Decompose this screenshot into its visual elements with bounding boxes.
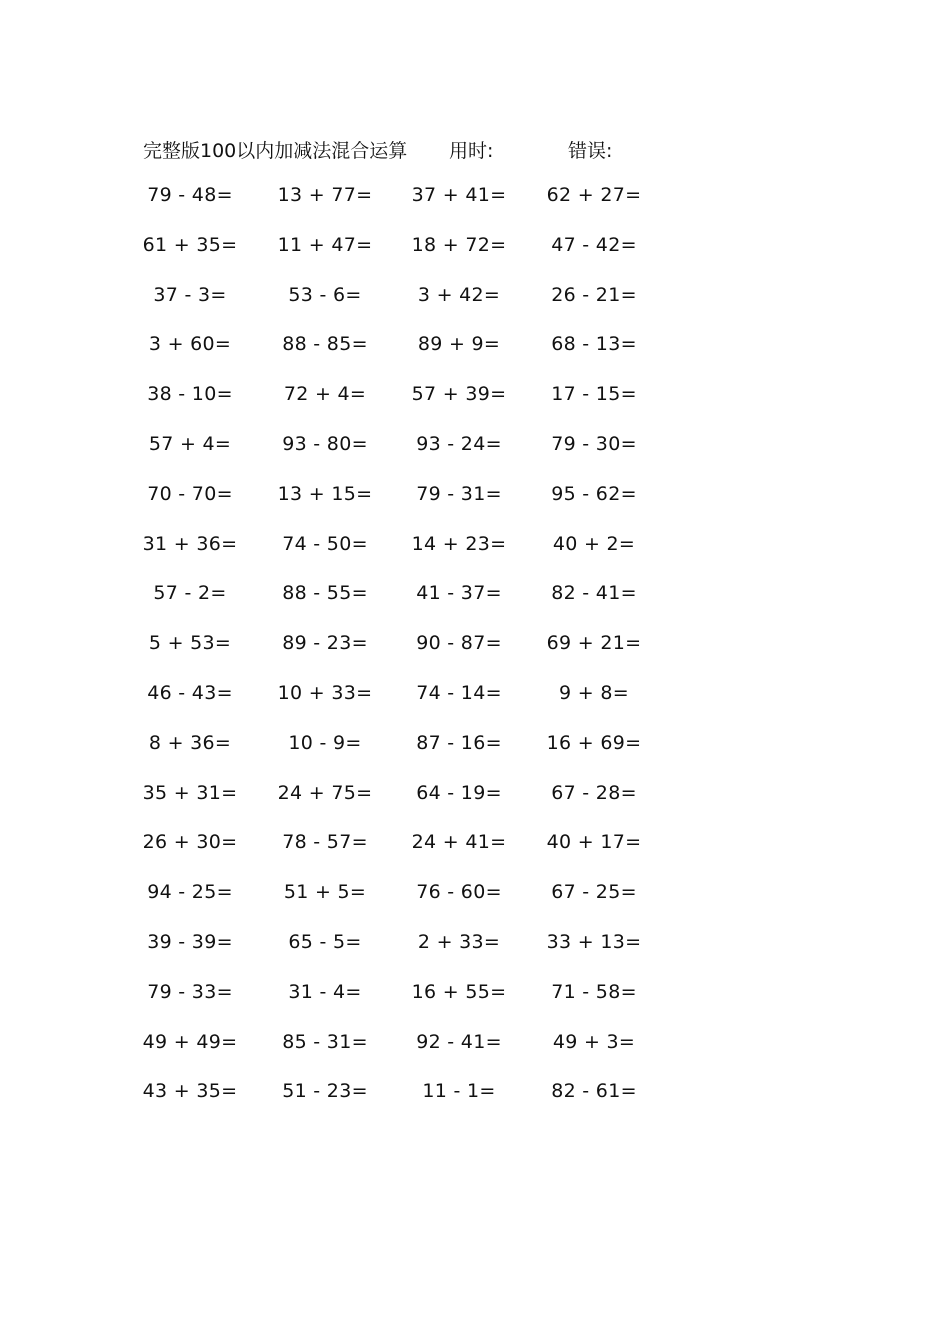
math-problem: 33 + 13= bbox=[546, 930, 642, 953]
math-problem: 3 + 60= bbox=[148, 333, 232, 356]
problem-row bbox=[0, 529, 950, 579]
problem-row bbox=[0, 1076, 950, 1126]
math-problem: 82 - 61= bbox=[551, 1080, 637, 1103]
math-problem: 93 - 80= bbox=[282, 432, 368, 455]
time-used-label: 用时: bbox=[449, 140, 494, 162]
math-problem: 16 + 69= bbox=[546, 731, 642, 754]
math-problem: 49 + 49= bbox=[142, 1030, 238, 1053]
problem-row bbox=[0, 180, 950, 230]
math-problem: 61 + 35= bbox=[142, 233, 238, 256]
math-problem: 62 + 27= bbox=[546, 184, 642, 206]
math-problem: 31 - 4= bbox=[288, 980, 362, 1003]
math-problem: 76 - 60= bbox=[416, 881, 502, 904]
math-problem: 26 - 21= bbox=[551, 283, 637, 306]
math-problem: 69 + 21= bbox=[546, 632, 642, 655]
math-problem: 51 + 5= bbox=[283, 881, 367, 904]
math-problem: 9 + 8= bbox=[559, 681, 629, 704]
math-problem: 8 + 36= bbox=[148, 731, 232, 754]
math-problem: 13 + 77= bbox=[277, 184, 373, 206]
problem-row bbox=[0, 728, 950, 778]
math-problem: 31 + 36= bbox=[142, 532, 238, 555]
math-problem: 82 - 41= bbox=[551, 582, 637, 605]
math-problem: 5 + 53= bbox=[148, 632, 232, 655]
math-problem: 65 - 5= bbox=[288, 930, 362, 953]
math-problem: 67 - 25= bbox=[551, 881, 637, 904]
worksheet-title: 完整版100以内加减法混合运算 bbox=[143, 140, 408, 162]
math-problem: 51 - 23= bbox=[282, 1080, 368, 1103]
math-problem: 89 + 9= bbox=[417, 333, 501, 356]
math-problem: 79 - 31= bbox=[416, 482, 502, 505]
problem-row bbox=[0, 1027, 950, 1077]
math-problem: 87 - 16= bbox=[416, 731, 502, 754]
problem-row bbox=[0, 329, 950, 379]
math-problem: 70 - 70= bbox=[147, 482, 233, 505]
math-problem: 26 + 30= bbox=[142, 831, 238, 854]
math-problem: 68 - 13= bbox=[551, 333, 637, 356]
math-problem: 18 + 72= bbox=[411, 233, 507, 256]
problem-grid bbox=[0, 180, 950, 1126]
problem-row bbox=[0, 479, 950, 529]
math-problem: 79 - 33= bbox=[147, 980, 233, 1003]
math-problem: 24 + 75= bbox=[277, 781, 373, 804]
problem-row bbox=[0, 230, 950, 280]
math-problem: 39 - 39= bbox=[147, 930, 233, 953]
math-problem: 57 + 4= bbox=[148, 432, 232, 455]
math-problem: 85 - 31= bbox=[282, 1030, 368, 1053]
problem-row bbox=[0, 379, 950, 429]
math-problem: 88 - 55= bbox=[282, 582, 368, 605]
math-problem: 40 + 17= bbox=[546, 831, 642, 854]
math-problem: 3 + 42= bbox=[417, 283, 501, 306]
problem-row bbox=[0, 927, 950, 977]
math-problem: 53 - 6= bbox=[288, 283, 362, 306]
problem-row bbox=[0, 578, 950, 628]
math-problem: 90 - 87= bbox=[416, 632, 502, 655]
math-problem: 14 + 23= bbox=[411, 532, 507, 555]
math-problem: 57 + 39= bbox=[411, 383, 507, 406]
math-problem: 72 + 4= bbox=[283, 383, 367, 406]
math-problem: 11 + 47= bbox=[277, 233, 373, 256]
math-problem: 13 + 15= bbox=[277, 482, 373, 505]
math-problem: 71 - 58= bbox=[551, 980, 637, 1003]
math-problem: 47 - 42= bbox=[551, 233, 637, 256]
math-problem: 49 + 3= bbox=[552, 1030, 636, 1053]
math-problem: 78 - 57= bbox=[282, 831, 368, 854]
math-problem: 37 + 41= bbox=[411, 184, 507, 206]
problem-row bbox=[0, 778, 950, 828]
math-problem: 74 - 50= bbox=[282, 532, 368, 555]
math-problem: 79 - 48= bbox=[147, 184, 233, 206]
math-problem: 2 + 33= bbox=[417, 930, 501, 953]
problem-row bbox=[0, 827, 950, 877]
math-problem: 38 - 10= bbox=[147, 383, 233, 406]
math-problem: 74 - 14= bbox=[416, 681, 502, 704]
problem-row bbox=[0, 429, 950, 479]
math-problem: 95 - 62= bbox=[551, 482, 637, 505]
math-problem: 64 - 19= bbox=[416, 781, 502, 804]
problem-row bbox=[0, 628, 950, 678]
problem-row bbox=[0, 977, 950, 1027]
math-problem: 35 + 31= bbox=[142, 781, 238, 804]
math-problem: 10 - 9= bbox=[288, 731, 362, 754]
math-problem: 93 - 24= bbox=[416, 432, 502, 455]
problem-row bbox=[0, 280, 950, 330]
math-problem: 88 - 85= bbox=[282, 333, 368, 356]
math-problem: 43 + 35= bbox=[142, 1080, 238, 1103]
math-problem: 46 - 43= bbox=[147, 681, 233, 704]
math-problem: 40 + 2= bbox=[552, 532, 636, 555]
math-problem: 92 - 41= bbox=[416, 1030, 502, 1053]
error-count-label: 错误: bbox=[568, 140, 613, 162]
math-problem: 11 - 1= bbox=[422, 1080, 496, 1103]
math-problem: 67 - 28= bbox=[551, 781, 637, 804]
math-problem: 41 - 37= bbox=[416, 582, 502, 605]
math-problem: 89 - 23= bbox=[282, 632, 368, 655]
math-problem: 24 + 41= bbox=[411, 831, 507, 854]
math-problem: 10 + 33= bbox=[277, 681, 373, 704]
math-problem: 79 - 30= bbox=[551, 432, 637, 455]
problem-row bbox=[0, 877, 950, 927]
math-problem: 16 + 55= bbox=[411, 980, 507, 1003]
math-problem: 57 - 2= bbox=[153, 582, 227, 605]
math-problem: 17 - 15= bbox=[551, 383, 637, 406]
math-problem: 94 - 25= bbox=[147, 881, 233, 904]
math-problem: 37 - 3= bbox=[153, 283, 227, 306]
problem-row bbox=[0, 678, 950, 728]
